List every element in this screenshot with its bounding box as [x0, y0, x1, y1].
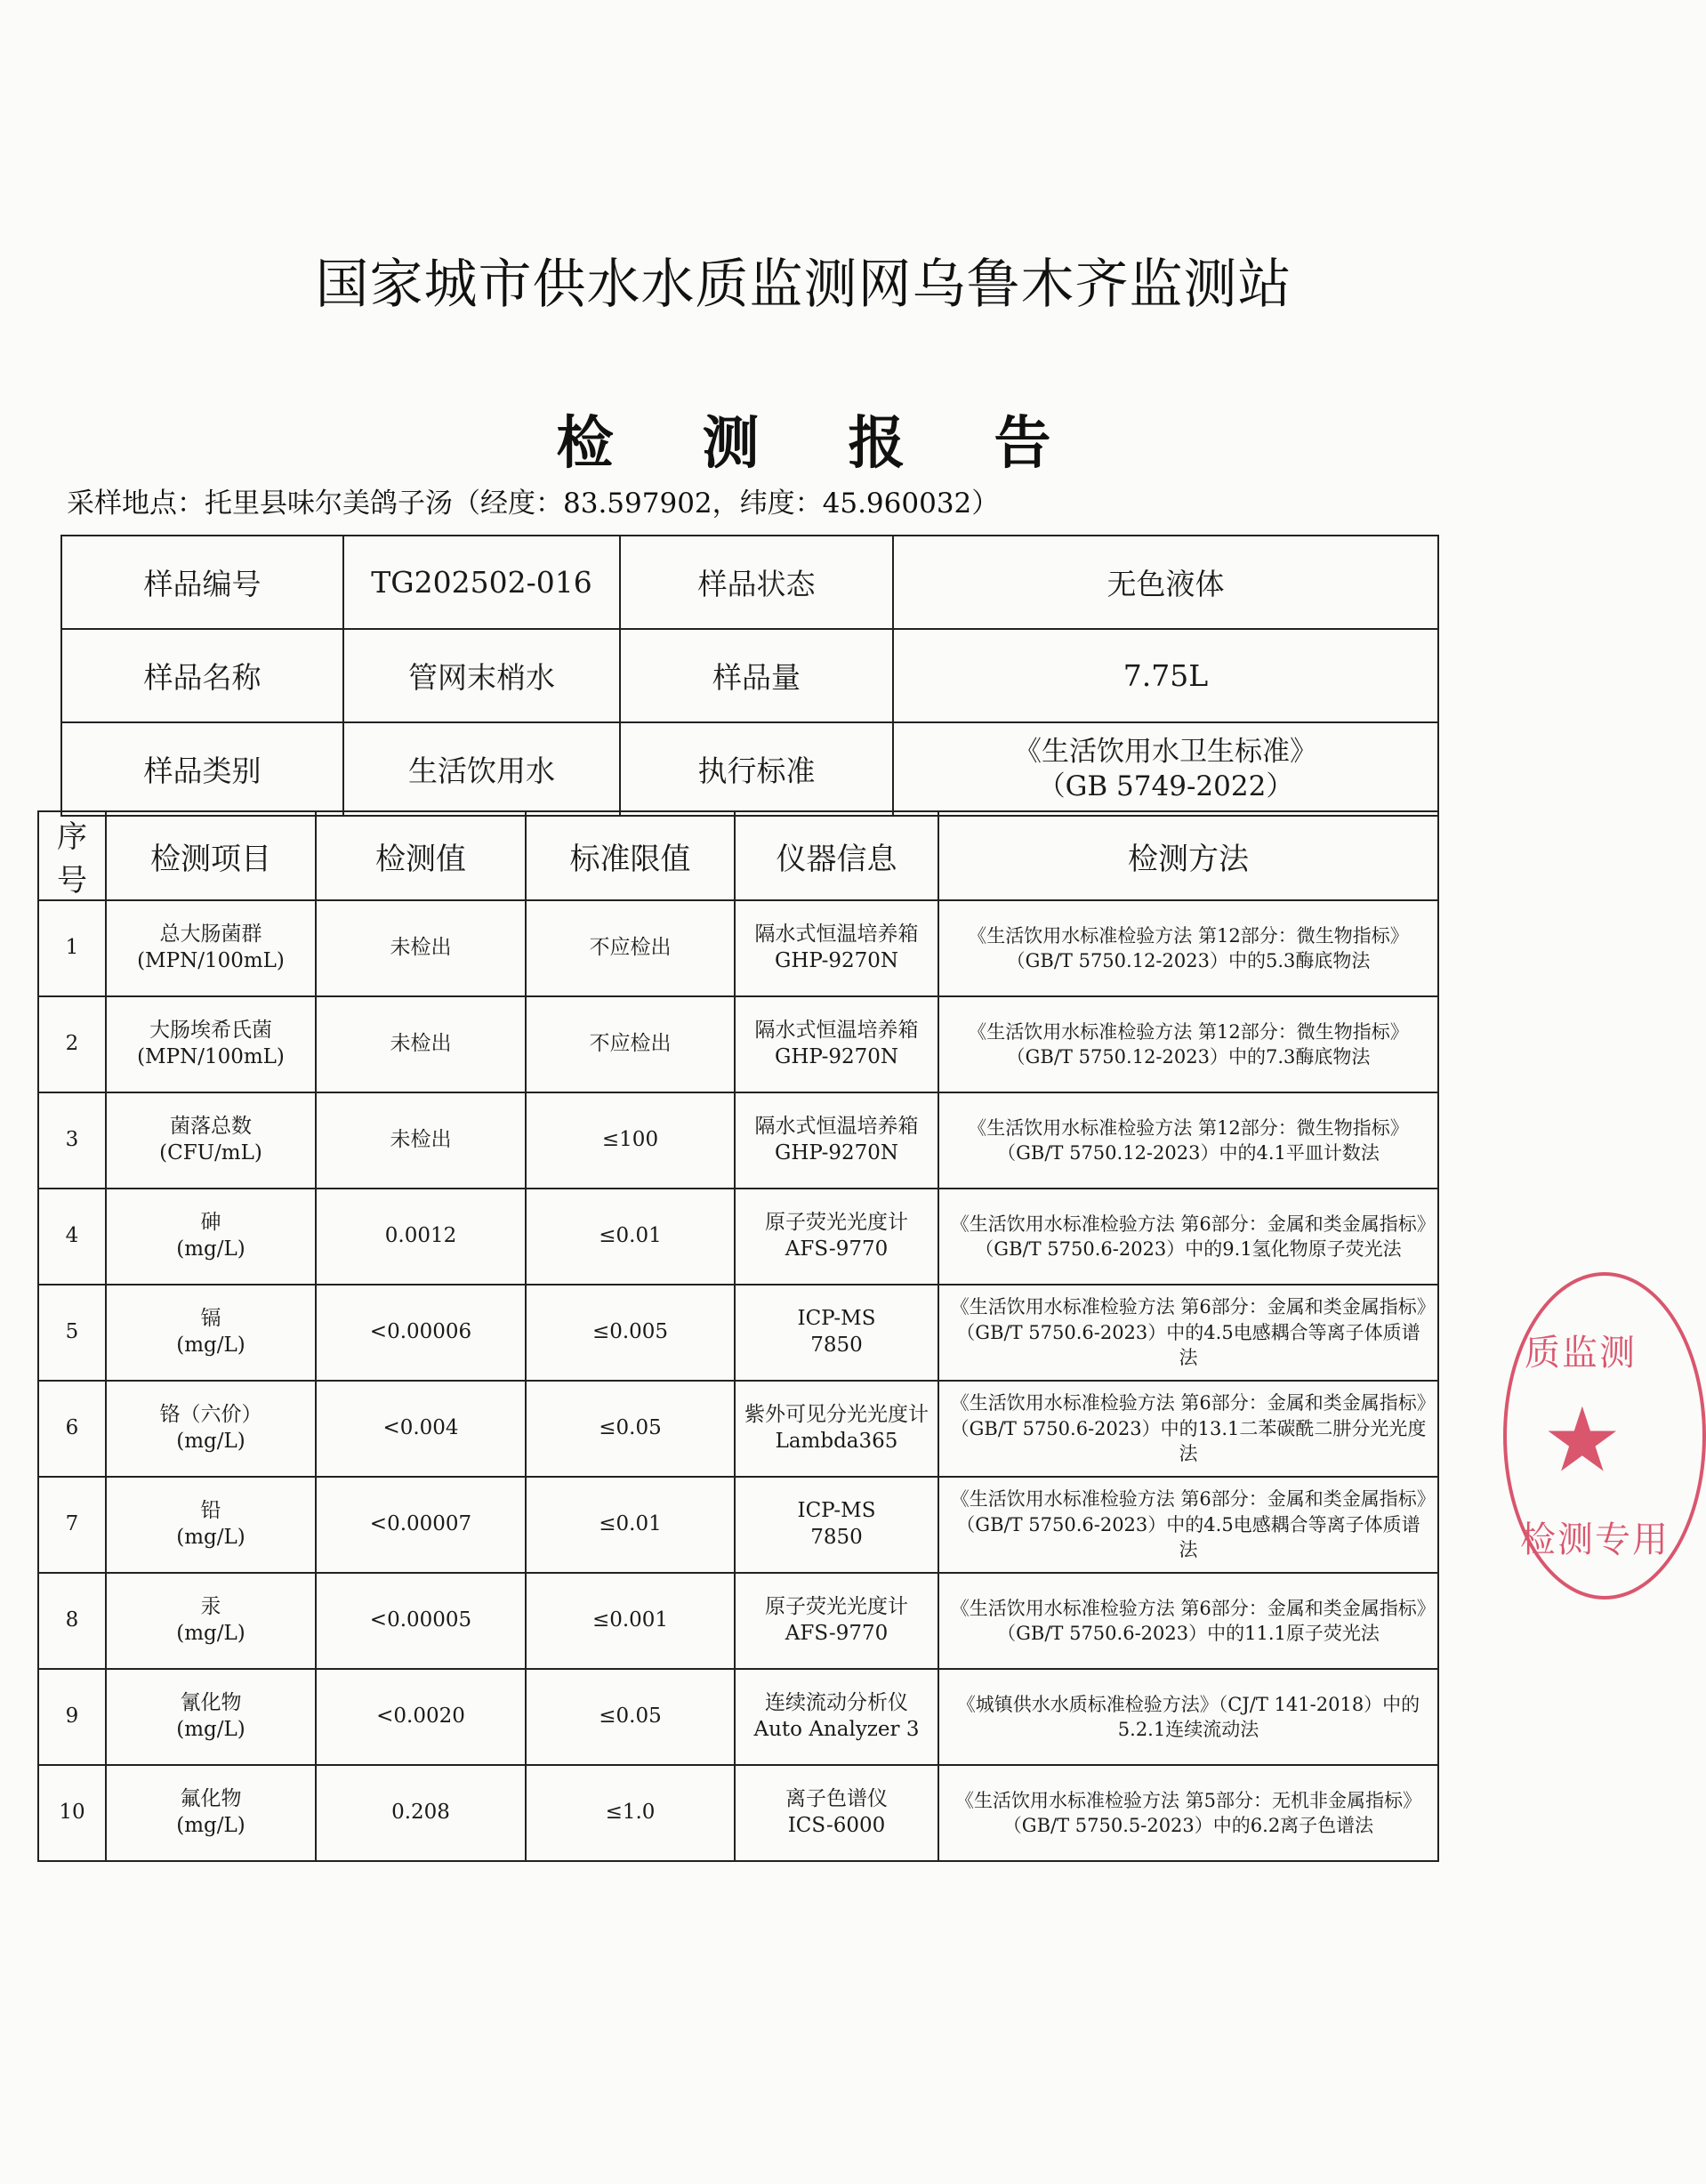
table-row: [38, 900, 1438, 996]
instrument-model: GHP-9270N: [774, 1045, 899, 1068]
row-method: 《生活饮用水标准检验方法 第12部分：微生物指标》（GB/T 5750.12-2023）中的7.3酶底物法: [938, 996, 1438, 1092]
instrument-model: AFS-9770: [785, 1622, 889, 1645]
item-name: 铅: [200, 1499, 221, 1523]
row-value: 0.0012: [316, 1189, 526, 1285]
row-method: 《生活饮用水标准检验方法 第5部分：无机非金属指标》（GB/T 5750.5-2023）中的6.2离子色谱法: [938, 1765, 1438, 1861]
row-limit: 不应检出: [526, 900, 735, 996]
item-name: 大肠埃希氏菌: [149, 1019, 272, 1043]
instrument-name: 原子荧光光度计: [765, 1595, 908, 1619]
item-unit: (mg/L): [176, 1718, 245, 1741]
organization-title: 国家城市供水水质监测网乌鲁木齐监测站: [315, 254, 1292, 316]
row-method: 《生活饮用水标准检验方法 第12部分：微生物指标》（GB/T 5750.12-2023）中的5.3酶底物法: [938, 900, 1438, 996]
row-item: [106, 1285, 316, 1381]
row-item: [106, 996, 316, 1092]
row-method: 《生活饮用水标准检验方法 第6部分：金属和类金属指标》（GB/T 5750.6-2023）中的9.1氢化物原子荧光法: [938, 1189, 1438, 1285]
sample-name-label: 样品名称: [61, 629, 343, 722]
sample-quantity-label: 样品量: [620, 629, 893, 722]
row-instrument: [735, 1092, 938, 1189]
row-value: <0.004: [316, 1381, 526, 1477]
sample-info-row: [61, 536, 1438, 629]
row-instrument: [735, 1285, 938, 1381]
row-value: 0.208: [316, 1765, 526, 1861]
row-seq: 5: [38, 1285, 106, 1381]
row-seq: 8: [38, 1573, 106, 1669]
table-row: [38, 1669, 1438, 1765]
row-value: <0.00006: [316, 1285, 526, 1381]
item-unit: (MPN/100mL): [137, 949, 285, 972]
sample-info-table: [60, 535, 1439, 817]
sampling-location: 采样地点：托里县味尔美鸽子汤（经度：83.597902，纬度：45.960032）: [67, 488, 1000, 520]
item-name: 氰化物: [180, 1691, 242, 1715]
table-row: [38, 1381, 1438, 1477]
row-value: 未检出: [316, 1092, 526, 1189]
table-row: [38, 1092, 1438, 1189]
instrument-model: 7850: [810, 1526, 863, 1549]
row-instrument: [735, 1381, 938, 1477]
row-instrument: [735, 900, 938, 996]
instrument-name: ICP-MS: [797, 1307, 876, 1331]
row-seq: 9: [38, 1669, 106, 1765]
seal-bottom-text: 检测专用: [1520, 1519, 1670, 1560]
sample-category-value: 生活饮用水: [343, 722, 620, 816]
sample-state-label: 样品状态: [620, 536, 893, 629]
row-method: 《生活饮用水标准检验方法 第6部分：金属和类金属指标》（GB/T 5750.6-2023）中的11.1原子荧光法: [938, 1573, 1438, 1669]
instrument-model: Auto Analyzer 3: [753, 1718, 920, 1741]
row-instrument: [735, 1669, 938, 1765]
row-method: 《生活饮用水标准检验方法 第12部分：微生物指标》（GB/T 5750.12-2023）中的4.1平皿计数法: [938, 1092, 1438, 1189]
results-header-row: [38, 811, 1438, 900]
header-item: 检测项目: [106, 811, 316, 900]
row-method: 《生活饮用水标准检验方法 第6部分：金属和类金属指标》（GB/T 5750.6-2023）中的4.5电感耦合等离子体质谱法: [938, 1477, 1438, 1573]
row-seq: 10: [38, 1765, 106, 1861]
item-name: 菌落总数: [170, 1115, 252, 1139]
row-limit: ≤0.05: [526, 1381, 735, 1477]
header-limit: 标准限值: [526, 811, 735, 900]
row-limit: ≤1.0: [526, 1765, 735, 1861]
instrument-name: 隔水式恒温培养箱: [754, 1019, 919, 1043]
report-title: 检测报告: [556, 411, 1140, 477]
row-item: [106, 1669, 316, 1765]
row-seq: 4: [38, 1189, 106, 1285]
table-row: [38, 1477, 1438, 1573]
item-unit: (mg/L): [176, 1430, 245, 1453]
row-seq: 3: [38, 1092, 106, 1189]
header-value: 检测值: [316, 811, 526, 900]
row-item: [106, 1189, 316, 1285]
instrument-model: Lambda365: [775, 1430, 898, 1453]
row-instrument: [735, 1765, 938, 1861]
instrument-model: AFS-9770: [785, 1237, 889, 1261]
row-limit: ≤0.001: [526, 1573, 735, 1669]
header-method: 检测方法: [938, 811, 1438, 900]
table-row: [38, 1573, 1438, 1669]
instrument-name: 连续流动分析仪: [765, 1691, 908, 1715]
instrument-model: GHP-9270N: [774, 1141, 899, 1165]
standard-value-code: （GB 5749-2022）: [1037, 770, 1294, 802]
instrument-model: GHP-9270N: [774, 949, 899, 972]
table-row: [38, 996, 1438, 1092]
row-limit: 不应检出: [526, 996, 735, 1092]
item-unit: (MPN/100mL): [137, 1045, 285, 1068]
item-unit: (mg/L): [176, 1334, 245, 1357]
row-seq: 2: [38, 996, 106, 1092]
standard-value-title: 《生活饮用水卫生标准》: [1014, 735, 1317, 768]
item-name: 铬（六价）: [159, 1403, 262, 1427]
instrument-name: ICP-MS: [797, 1499, 876, 1523]
table-row: [38, 1285, 1438, 1381]
instrument-name: 离子色谱仪: [785, 1787, 888, 1811]
item-name: 汞: [200, 1595, 221, 1619]
item-name: 总大肠菌群: [159, 923, 262, 947]
row-value: 未检出: [316, 996, 526, 1092]
seal-top-text: 质监测: [1525, 1333, 1637, 1374]
item-unit: (CFU/mL): [159, 1141, 262, 1165]
item-unit: (mg/L): [176, 1526, 245, 1549]
item-unit: (mg/L): [176, 1814, 245, 1837]
row-value: <0.00005: [316, 1573, 526, 1669]
sample-state-value: 无色液体: [893, 536, 1438, 629]
item-unit: (mg/L): [176, 1237, 245, 1261]
row-instrument: [735, 996, 938, 1092]
row-value: <0.0020: [316, 1669, 526, 1765]
official-seal: [1503, 1272, 1706, 1600]
row-value: <0.00007: [316, 1477, 526, 1573]
row-item: [106, 1381, 316, 1477]
instrument-name: 紫外可见分光光度计: [744, 1403, 929, 1427]
row-limit: ≤0.05: [526, 1669, 735, 1765]
star-icon: ★: [1542, 1388, 1622, 1492]
table-row: [38, 1765, 1438, 1861]
row-item: [106, 900, 316, 996]
instrument-model: 7850: [810, 1334, 863, 1357]
instrument-name: 隔水式恒温培养箱: [754, 923, 919, 947]
instrument-model: ICS-6000: [787, 1814, 886, 1837]
item-unit: (mg/L): [176, 1622, 245, 1645]
row-instrument: [735, 1573, 938, 1669]
row-method: 《城镇供水水质标准检验方法》（CJ/T 141-2018）中的5.2.1连续流动法: [938, 1669, 1438, 1765]
table-row: [38, 1189, 1438, 1285]
row-limit: ≤0.01: [526, 1189, 735, 1285]
row-method: 《生活饮用水标准检验方法 第6部分：金属和类金属指标》（GB/T 5750.6-2023）中的4.5电感耦合等离子体质谱法: [938, 1285, 1438, 1381]
sample-id-value: TG202502-016: [343, 536, 620, 629]
header-instrument: 仪器信息: [735, 811, 938, 900]
row-limit: ≤0.005: [526, 1285, 735, 1381]
row-seq: 1: [38, 900, 106, 996]
row-item: [106, 1573, 316, 1669]
row-value: 未检出: [316, 900, 526, 996]
row-item: [106, 1092, 316, 1189]
row-method: 《生活饮用水标准检验方法 第6部分：金属和类金属指标》（GB/T 5750.6-2023）中的13.1二苯碳酰二肼分光光度法: [938, 1381, 1438, 1477]
sample-info-row: [61, 629, 1438, 722]
header-seq: 序号: [38, 811, 106, 900]
row-seq: 6: [38, 1381, 106, 1477]
row-limit: ≤100: [526, 1092, 735, 1189]
sample-id-label: 样品编号: [61, 536, 343, 629]
results-table: [37, 810, 1439, 1862]
row-item: [106, 1765, 316, 1861]
row-instrument: [735, 1477, 938, 1573]
row-item: [106, 1477, 316, 1573]
sample-info-row: [61, 722, 1438, 816]
standard-label: 执行标准: [620, 722, 893, 816]
standard-value: [893, 722, 1438, 816]
row-seq: 7: [38, 1477, 106, 1573]
sample-category-label: 样品类别: [61, 722, 343, 816]
sample-name-value: 管网末梢水: [343, 629, 620, 722]
item-name: 镉: [200, 1307, 221, 1331]
item-name: 氟化物: [180, 1787, 242, 1811]
sample-quantity-value: 7.75L: [893, 629, 1438, 722]
instrument-name: 原子荧光光度计: [765, 1211, 908, 1235]
instrument-name: 隔水式恒温培养箱: [754, 1115, 919, 1139]
row-instrument: [735, 1189, 938, 1285]
row-limit: ≤0.01: [526, 1477, 735, 1573]
item-name: 砷: [200, 1211, 221, 1235]
